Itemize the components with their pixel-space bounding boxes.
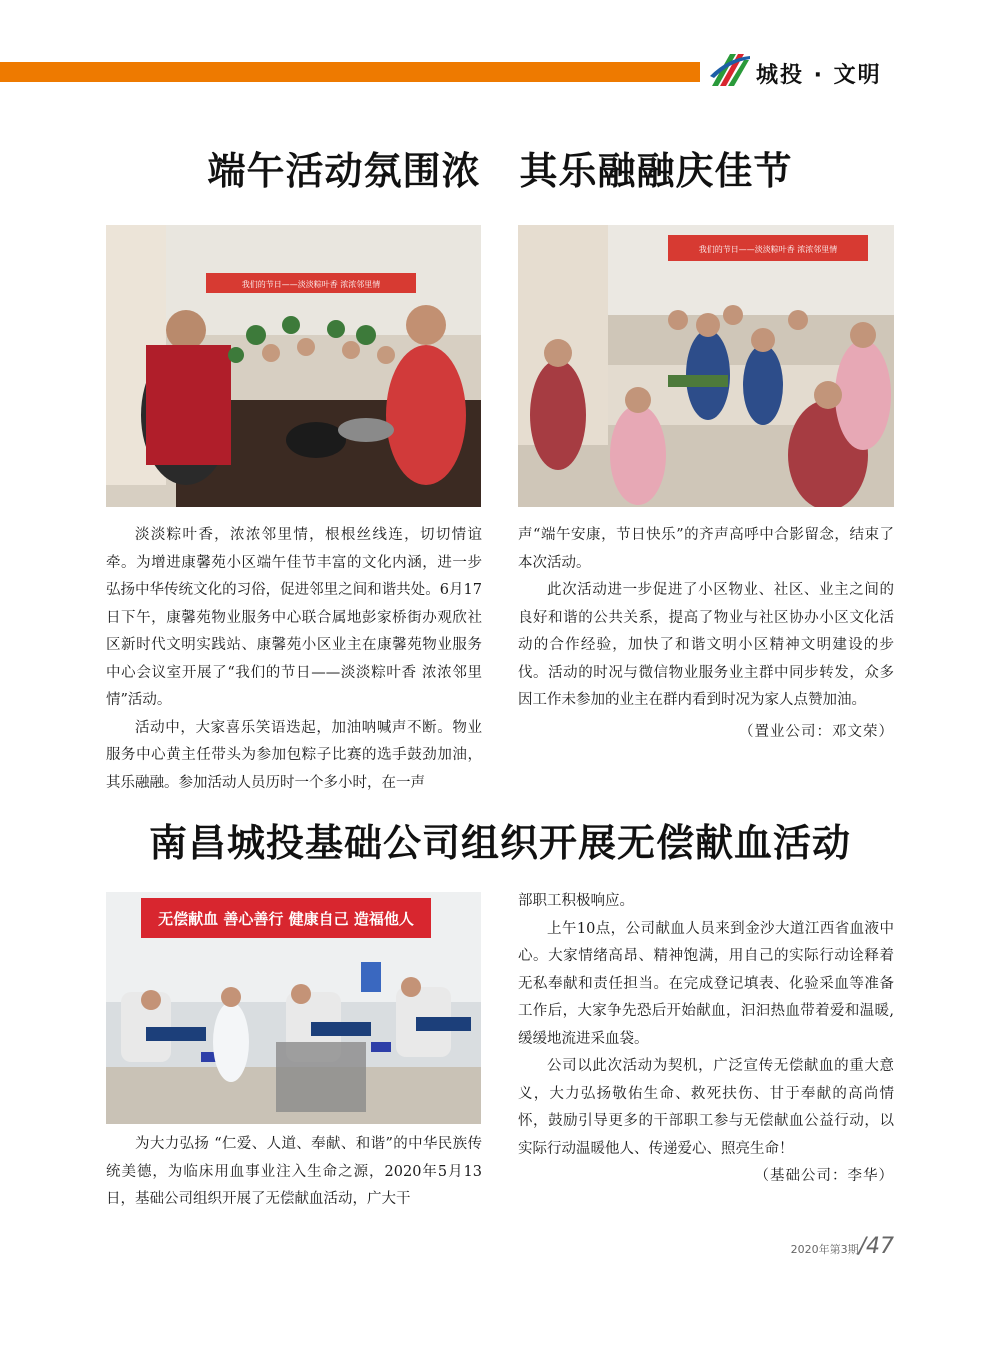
article1-left-column [106,522,482,797]
page-number: 47 [866,1234,894,1259]
photo2-banner-text: 我们的节日——淡淡粽叶香 浓浓邻里情 [698,245,838,254]
issue-label: 2020年第3期 [790,1243,859,1256]
folio-separator: / [858,1234,866,1259]
photo1-banner-text: 我们的节日——淡淡粽叶香 浓浓邻里情 [241,280,381,289]
article2-paragraph: 上午10点，公司献血人员来到金沙大道江西省血液中心。大家情绪高昂、精神饱满，用自己的实际行动诠释着无私奉献和责任担当。在完成登记填表、化验采血等准备工作后，大家争先恐后开始献血，汩汩热血带着爱和温暖,缓缓地流进采血袋。 [518,920,894,1047]
article1-paragraph: 活动中，大家喜乐笑语迭起，加油呐喊声不断。物业服务中心黄主任带头为参加包粽子比赛的选手鼓劲加油，其乐融融。参加活动人员历时一个多小时，在一声 [106,719,482,791]
article1-photo-making-zongzi [518,225,894,507]
article1-title: 端午活动氛围浓 其乐融融庆佳节 [207,149,793,193]
article2-photo-blood-donation [106,892,481,1124]
photo3-banner-text: 无偿献血 善心善行 健康自己 造福他人 [158,910,414,928]
section-tag: 城投 · 文明 [756,63,882,88]
page-folio [791,1234,894,1259]
article1-paragraph: 此次活动进一步促进了小区物业、社区、业主之间的良好和谐的公共关系，提高了物业与社区协办小区文化活动的合作经验，加快了和谐文明小区精神文明建设的步伐。活动的时况与微信物业服务业主群中同步转发，众多因工作未参加的业主在群内看到时况为家人点赞加油。 [518,582,894,708]
article2-credit: （基础公司：李华） [754,1168,894,1184]
city-investment-logo-icon [706,46,752,92]
article2-paragraph: 为大力弘扬 “仁爱、人道、奉献、和谐”的中华民族传统美德，为临床用血事业注入生命之源，2020年5月13日，基础公司组织开展了无偿献血活动，广大干 [106,1136,482,1207]
article2-title: 南昌城投基础公司组织开展无偿献血活动 [148,821,851,865]
header-color-bar [0,62,700,82]
article2-left-column [106,1131,482,1214]
article2-right-column [518,888,894,1191]
article1-photo-zongzi-toast [106,225,481,507]
article1-continuation: 声“端午安康，节日快乐”的齐声高呼中合影留念，结束了本次活动。 [518,527,894,571]
article1-paragraph: 淡淡粽叶香，浓浓邻里情，根根丝线连，切切情谊牵。为增进康馨苑小区端午佳节丰富的文化内涵，进一步弘扬中华传统文化的习俗，促进邻里之间和谐共处。6月17日下午，康馨苑物业服务中心联合属地彭家桥街办观欣社区新时代文明实践站、康馨苑小区业主在康馨苑物业服务中心会议室开展了“我们的节日——淡淡粽叶香 浓浓邻里情”活动。 [106,527,482,708]
article2-continuation: 部职工积极响应。 [518,893,634,909]
article2-paragraph: 公司以此次活动为契机，广泛宣传无偿献血的重大意义，大力弘扬敬佑生命、救死扶伤、甘于奉献的高尚情怀，鼓励引导更多的干部职工参与无偿献血公益行动，以实际行动温暖他人、传递爱心、照亮生命！ [518,1058,894,1157]
article1-right-column [518,522,894,746]
article1-credit: （置业公司：邓文荣） [739,723,894,740]
